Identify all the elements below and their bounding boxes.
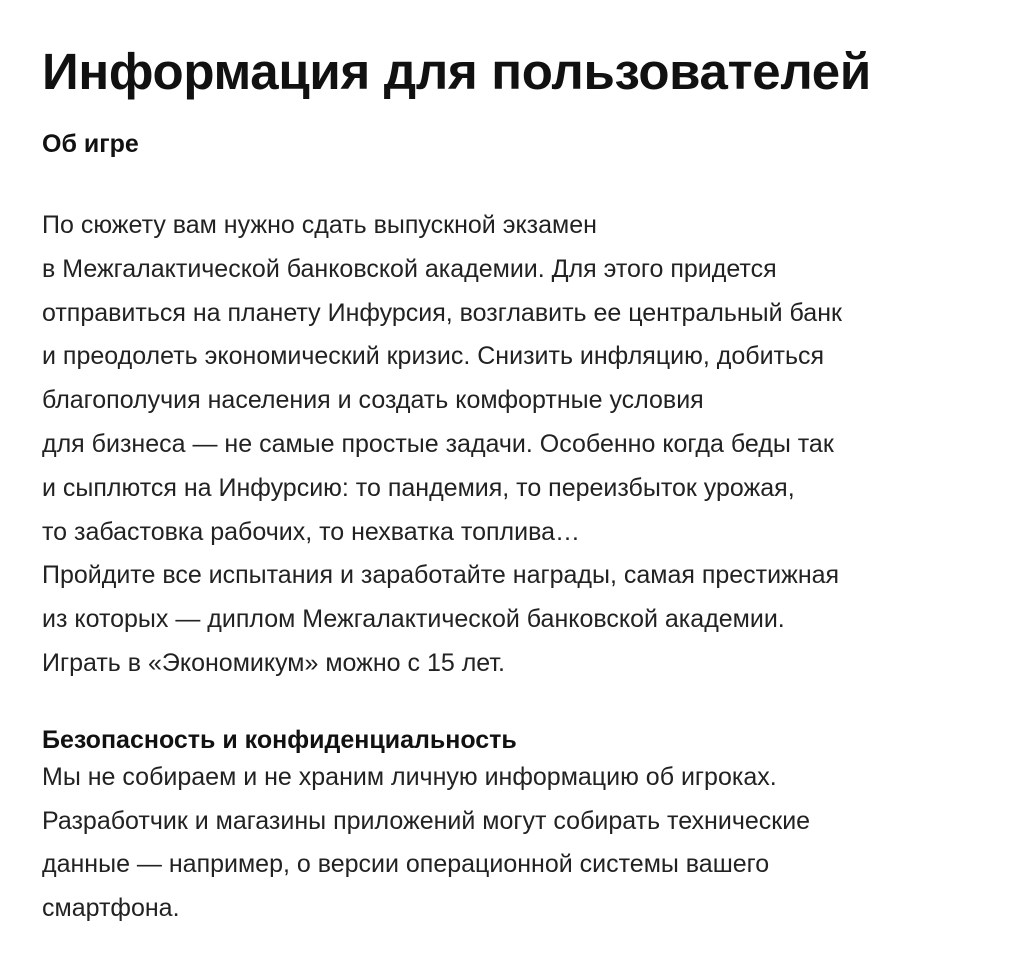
about-game-heading: Об игре xyxy=(42,130,139,158)
text-line: смартфона. xyxy=(42,894,180,923)
page-title: Информация для пользователей xyxy=(42,43,871,100)
text-line: Мы не собираем и не храним личную информацию об игроках. xyxy=(42,762,777,791)
text-line: в Межгалактической банковской академии. Для этого придется xyxy=(42,254,777,283)
text-line: и сыплются на Инфурсию: то пандемия, то переизбыток урожая, xyxy=(42,473,795,502)
text-line: из которых — диплом Межгалактической банковской академии. xyxy=(42,605,785,634)
text-line: отправиться на планету Инфурсия, возглавить ее центральный банк xyxy=(42,298,842,327)
text-line: Пройдите все испытания и заработайте награды, самая престижная xyxy=(42,561,840,590)
security-section xyxy=(42,724,984,931)
security-text xyxy=(42,756,984,931)
text-line: то забастовка рабочих, то нехватка топлива… xyxy=(42,517,580,546)
text-line: благополучия населения и создать комфортные условия xyxy=(42,386,704,415)
about-game-section xyxy=(42,128,984,686)
text-line: для бизнеса — не самые простые задачи. Особенно когда беды так xyxy=(42,429,834,458)
about-game-text xyxy=(42,204,984,686)
text-line: Играть в «Экономикум» можно с 15 лет. xyxy=(42,648,506,677)
text-line: данные — например, о версии операционной системы вашего xyxy=(42,850,770,879)
text-line: По сюжету вам нужно сдать выпускной экзамен xyxy=(42,211,597,239)
text-line: Разработчик и магазины приложений могут собирать технические xyxy=(42,806,811,835)
security-heading: Безопасность и конфиденциальность xyxy=(42,725,517,754)
text-line: и преодолеть экономический кризис. Снизить инфляцию, добиться xyxy=(42,342,825,371)
